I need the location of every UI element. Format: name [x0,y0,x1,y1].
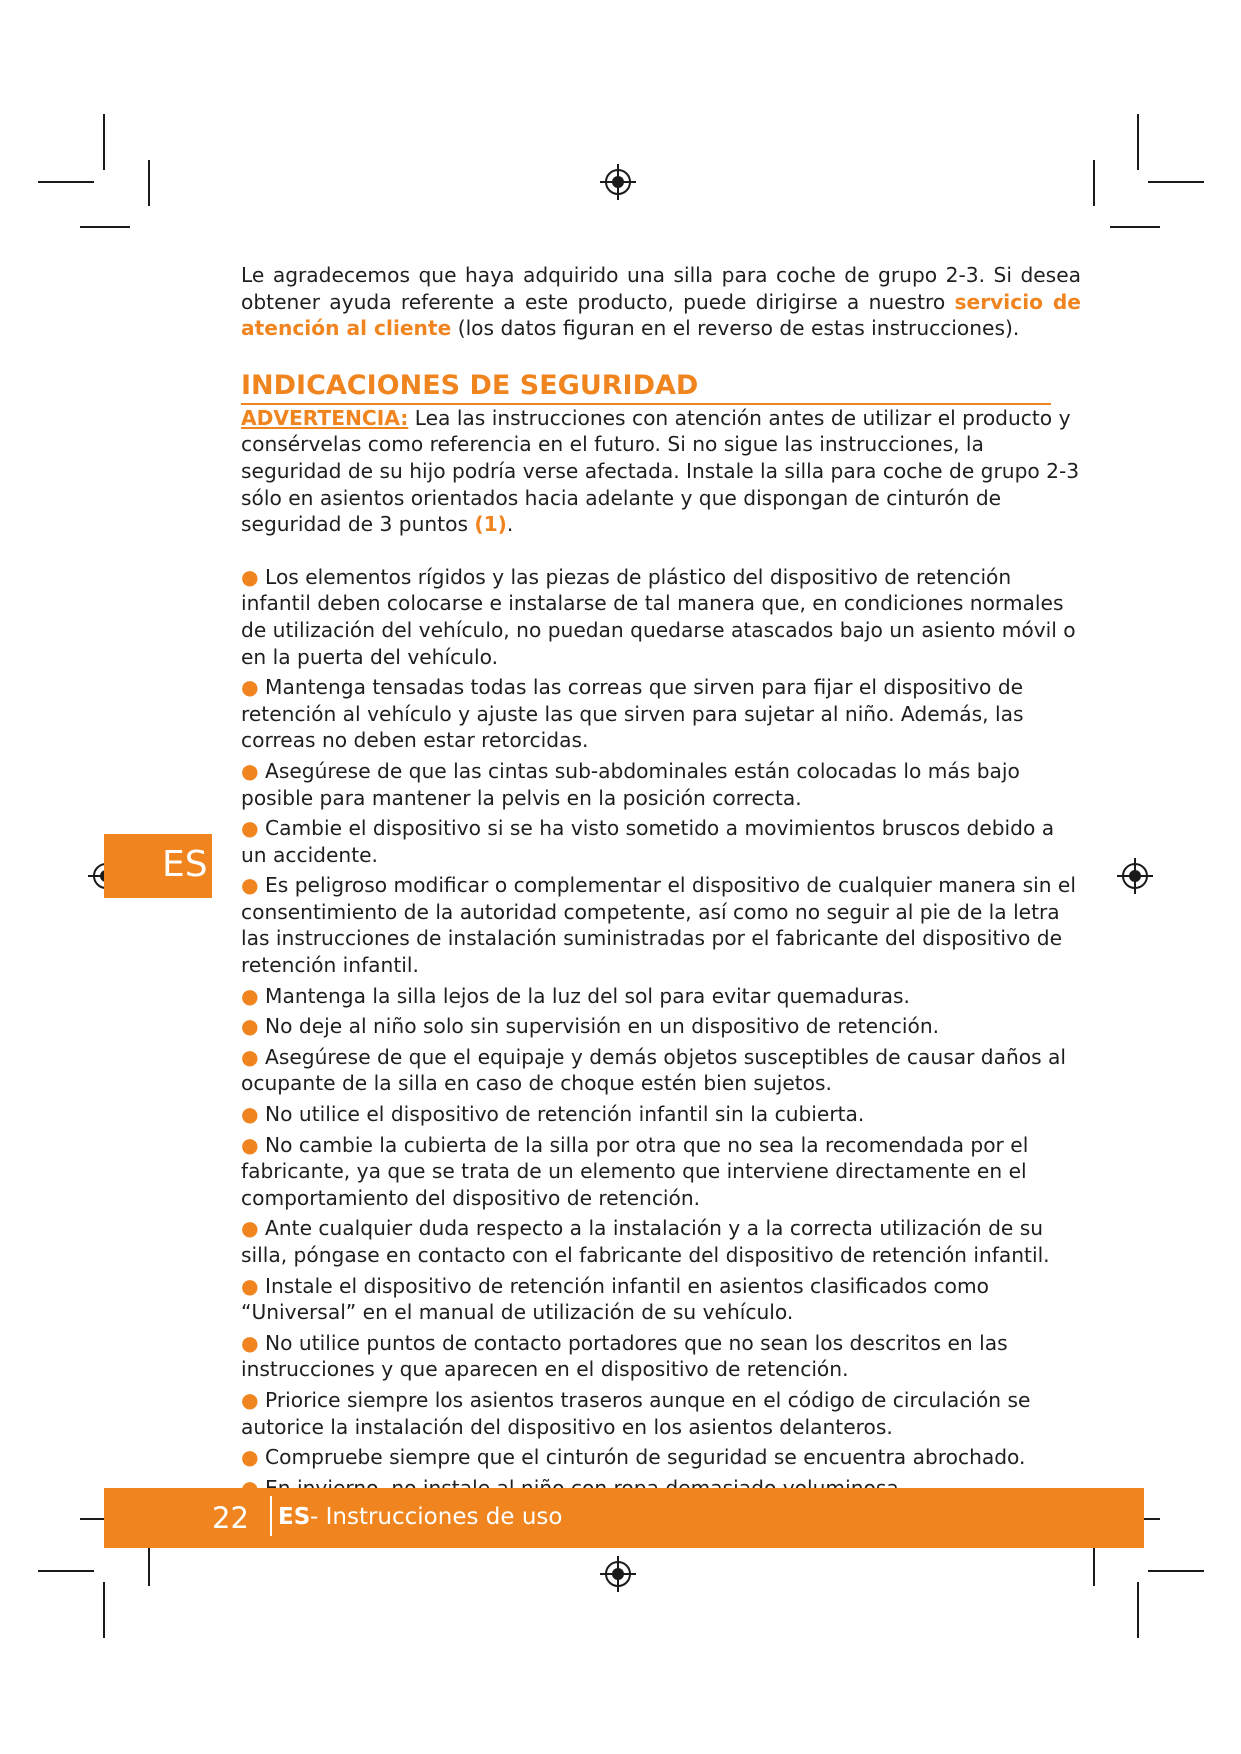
language-side-tab [104,834,212,898]
bullet-icon: ● [241,1330,266,1355]
figure-reference: (1) [474,512,507,537]
crop-mark [1110,226,1160,228]
page-number: 22 [212,1501,249,1535]
list-item: ● No utilice puntos de contacto portadores que no sean los descritos en las instrucciones y que aparecen en el dispositivo de retención. [241,1330,1008,1382]
bullet-icon: ● [241,1014,266,1039]
list-item: ● No cambie la cubierta de la silla por otra que no sea la recomendada por el fabricante, ya que se trata de un elemento que interviene directamente en el comportamiento del dispositivo de retención. [241,1132,1029,1210]
warning-text: Lea las instrucciones con atención antes de utilizar el producto y consérvelas como referencia en el futuro. Si no sigue las instrucciones, la seguridad de su hijo podría verse afectada. Instale la silla para coche de grupo 2-3 sólo en asientos orientados hacia adelante y que dispongan de cinturón de seguridad de 3 puntos [241,405,1080,537]
list-item: ● Ante cualquier duda respecto a la instalación y a la correcta utilización de su silla, póngase en contacto con el fabricante del dispositivo de retención infantil. [241,1216,1050,1267]
intro-text: Le agradecemos que haya adquirido una silla para coche de grupo 2-3. Si desea obtener ayuda referente a este producto, puede dirigirse a nuestro [241,263,1081,314]
main-content [241,262,1081,1505]
list-item: ● Asegúrese de que el equipaje y demás objetos susceptibles de causar daños al ocupante de la silla en caso de choque estén bien sujetos. [241,1044,1067,1096]
list-item: ● Asegúrese de que las cintas sub-abdominales están colocadas lo más bajo posible para mantener la pelvis en la posición correcta. [241,758,1020,810]
footer-band [104,1488,1144,1548]
bullet-icon: ● [241,675,266,700]
crop-mark [148,160,150,206]
crop-mark [38,1570,94,1572]
registration-mark-icon [600,164,636,200]
crop-mark [38,181,94,183]
intro-paragraph [241,262,1081,342]
crop-mark [103,1582,105,1638]
list-item: ● Compruebe siempre que el cinturón de seguridad se encuentra abrochado. [241,1445,1026,1470]
bullet-icon: ● [241,1216,266,1241]
warning-end: . [506,512,514,537]
list-item: ● No deje al niño solo sin supervisión en un dispositivo de retención. [241,1014,940,1039]
list-item: ● No utilice el dispositivo de retención infantil sin la cubierta. [241,1102,865,1127]
list-item: ● Es peligroso modificar o complementar el dispositivo de cualquier manera sin el consentimiento de la autoridad competente, así como no seguir al pie de la letra las instrucciones de instalación suministradas por el fabricante del dispositivo de retención infantil. [241,873,1076,978]
bullet-icon: ● [241,983,266,1008]
bullet-icon: ● [241,873,266,898]
bullet-icon: ● [241,1273,266,1298]
warning-paragraph [241,405,1081,538]
customer-service-highlight: servicio de atención al cliente [241,289,1081,341]
crop-mark [1137,114,1139,170]
warning-label: ADVERTENCIA: [241,405,409,430]
bullet-icon: ● [241,1445,266,1470]
registration-mark-icon [600,1556,636,1592]
registration-mark-icon [1117,858,1153,894]
bullet-icon: ● [241,758,266,783]
crop-mark [1093,160,1095,206]
list-item: ● Priorice siempre los asientos traseros aunque en el código de circulación se autorice la instalación del dispositivo en los asientos delanteros. [241,1387,1031,1439]
crop-mark [1148,1570,1204,1572]
bullet-icon: ● [241,1044,266,1069]
intro-text-end: (los datos figuran en el reverso de estas instrucciones). [451,316,1020,341]
list-item: ● Los elementos rígidos y las piezas de plástico del dispositivo de retención infantil deben colocarse e instalarse de tal manera que, en condiciones normales de utilización del vehículo, no puedan quedarse atascados bajo un asiento móvil o en la puerta del vehículo. [241,564,1076,669]
bullet-icon: ● [241,1132,266,1157]
list-item: ● Instale el dispositivo de retención infantil en asientos clasificados como “Universal” en el manual de utilización de su vehículo. [241,1273,990,1325]
list-item: ● Mantenga tensadas todas las correas que sirven para fijar el dispositivo de retención al vehículo y ajuste las que sirven para sujetar al niño. Además, las correas no deben estar retorcidas. [241,675,1024,753]
crop-mark [1137,1582,1139,1638]
language-tab-label: ES [162,844,208,885]
crop-mark [103,114,105,170]
safety-list [241,564,1081,1502]
footer-title: - Instrucciones de uso [310,1504,563,1530]
list-item: ● Cambie el dispositivo si se ha visto sometido a movimientos bruscos debido a un accidente. [241,816,1055,867]
list-item: ● Mantenga la silla lejos de la luz del sol para evitar quemaduras. [241,983,910,1008]
footer-language: ES [278,1504,311,1530]
section-heading: INDICACIONES DE SEGURIDAD [241,370,1051,405]
bullet-icon: ● [241,1102,266,1127]
bullet-icon: ● [241,1387,266,1412]
bullet-icon: ● [241,816,266,841]
crop-mark [1148,181,1204,183]
footer-divider [270,1496,272,1536]
bullet-icon: ● [241,564,266,589]
crop-mark [80,226,130,228]
